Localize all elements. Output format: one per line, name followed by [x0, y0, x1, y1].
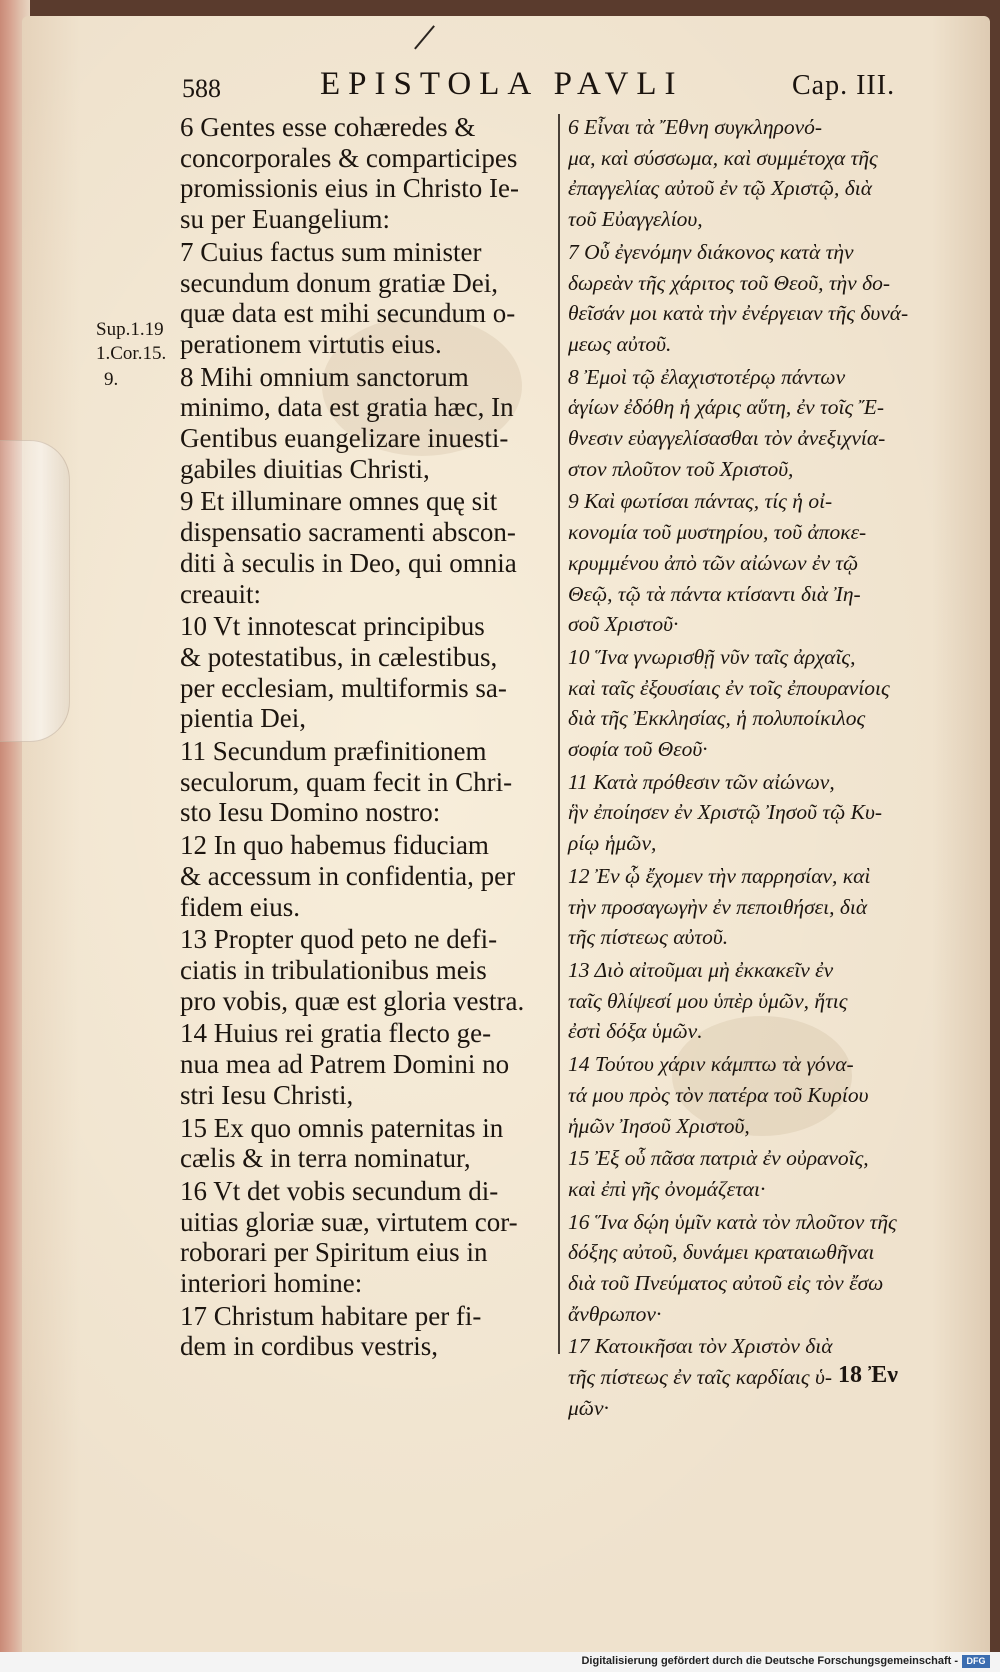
verse-line: ciatis in tribulationibus meis [180, 954, 487, 985]
verse-line: 15 Ex quo omnis paternitas in [180, 1112, 504, 1143]
verse-line: 8 Ἐμοὶ τῷ ἐλαχιστοτέρῳ πάντων [568, 364, 846, 389]
page-number: 588 [182, 74, 221, 103]
margin-note: 9. [104, 369, 119, 390]
verse-line: 7 Cuius factus sum minister [180, 236, 482, 267]
verse-line: τά μου πρὸς τὸν πατέρα τοῦ Κυρίου [568, 1082, 869, 1107]
verse-line: 6 Εἶναι τὰ Ἔθνη συγκληρονό- [568, 115, 823, 139]
verse-line: τοῦ Εὐαγγελίου, [568, 207, 703, 232]
verse-line: cælis & in terra nominatur, [180, 1143, 471, 1174]
verse-line: διὰ τῆς Ἐκκλησίας, ἡ πολυποίκιλος [568, 706, 866, 731]
verse-line: μεως αὐτοῦ. [568, 331, 672, 356]
verse-line: θνεσιν εὐαγγελίσασθαι τὸν ἀνεξιχνία- [568, 426, 886, 451]
verse-block [180, 362, 552, 485]
verse-line: nua mea ad Patrem Domini no [180, 1049, 510, 1080]
running-title: EPISTOLA PAVLI [320, 66, 684, 102]
chapter-label: Cap. III. [792, 70, 896, 101]
verse-block [180, 112, 552, 235]
verse-line: 16 Vt det vobis secundum di- [180, 1175, 499, 1206]
verse-block [180, 237, 552, 360]
verse-line: quæ data est mihi secundum o- [180, 298, 516, 329]
verse-line: roborari per Spiritum eius in [180, 1237, 488, 1268]
verse-line: su per Euangelium: [180, 204, 390, 235]
verse-line: ἣν ἐποίησεν ἐν Χριστῷ Ἰησοῦ τῷ Κυ- [568, 800, 883, 825]
verse-block [180, 1176, 552, 1299]
verse-line: 10 Ἵνα γνωρισθῇ νῦν ταῖς ἀρχαῖς, [568, 644, 856, 669]
verse-block [180, 611, 552, 734]
verse-line: pro vobis, quæ est gloria vestra. [180, 985, 525, 1016]
greek-column [568, 112, 908, 1426]
verse-block [568, 362, 908, 485]
verse-line: δωρεὰν τῆς χάριτος τοῦ Θεοῦ, τὴν δο- [568, 270, 890, 295]
verse-block [568, 112, 908, 235]
verse-line: Gentibus euangelizare inuesti- [180, 423, 509, 454]
verse-line: 11 Κατὰ πρόθεσιν τῶν αἰώνων, [568, 769, 835, 794]
verse-line: 14 Τούτου χάριν κάμπτω τὰ γόνα- [568, 1052, 854, 1077]
verse-line: promissionis eius in Christo Ie- [180, 173, 519, 204]
verse-line: 12 Ἐν ᾧ ἔχομεν τὴν παρρησίαν, καὶ [568, 863, 871, 888]
verse-line: fidem eius. [180, 891, 300, 922]
verse-block [568, 486, 908, 640]
verse-block [568, 237, 908, 360]
verse-line: 10 Vt innotescat principibus [180, 611, 485, 642]
verse-line: minimo, data est gratia hæc, In [180, 392, 514, 423]
verse-line: stri Iesu Christi, [180, 1079, 354, 1110]
verse-line: διὰ τοῦ Πνεύματος αὐτοῦ εἰς τὸν ἔσω [568, 1271, 884, 1296]
verse-line: 17 Κατοικῆσαι τὸν Χριστὸν διὰ [568, 1334, 833, 1359]
verse-line: θεῖσάν μοι κατὰ τὴν ἐνέργειαν τῆς δυνά- [568, 301, 909, 326]
verse-line: 8 Mihi omnium sanctorum [180, 361, 469, 392]
verse-line: Θεῷ, τῷ τὰ πάντα κτίσαντι διὰ Ἰη- [568, 581, 861, 606]
catchword: 18 Ἐν [838, 1362, 898, 1388]
verse-line: στον πλοῦτον τοῦ Χριστοῦ, [568, 456, 794, 481]
verse-block [180, 1113, 552, 1174]
verse-block [568, 861, 908, 953]
verse-line: 15 Ἐξ οὗ πᾶσα πατριὰ ἐν οὐρανοῖς, [568, 1146, 869, 1171]
verse-line: ρίῳ ἡμῶν, [568, 831, 657, 856]
verse-line: 11 Secundum præfinitionem [180, 736, 487, 767]
verse-line: μα, καὶ σύσσωμα, καὶ συμμέτοχα τῆς [568, 145, 878, 170]
verse-line: concorporales & comparticipes [180, 142, 518, 173]
verse-line: gabiles diuitias Christi, [180, 453, 430, 484]
verse-line: 9 Et illuminare omnes quę sit [180, 486, 498, 517]
verse-block [180, 830, 552, 922]
verse-line: dispensatio sacramenti abscon- [180, 517, 516, 548]
verse-line: τὴν προσαγωγὴν ἐν πεποιθήσει, διὰ [568, 894, 868, 919]
verse-line: diti à seculis in Deo, qui omnia [180, 547, 517, 578]
verse-line: δόξης αὐτοῦ, δυνάμει κραταιωθῆναι [568, 1240, 875, 1265]
verse-line: 16 Ἵνα δῴη ὑμῖν κατὰ τὸν πλοῦτον τῆς [568, 1209, 897, 1234]
verse-line: ἐπαγγελίας αὐτοῦ ἐν τῷ Χριστῷ, διὰ [568, 176, 873, 201]
verse-line: 9 Καὶ φωτίσαι πάντας, τίς ἡ οἰ- [568, 489, 833, 514]
verse-line: σοφία τοῦ Θεοῦ· [568, 737, 708, 762]
verse-line: καὶ ταῖς ἐξουσίαις ἐν τοῖς ἐπουρανίοις [568, 675, 890, 700]
verse-block [180, 924, 552, 1016]
verse-line: καὶ ἐπὶ γῆς ὀνομάζεται· [568, 1176, 766, 1201]
verse-line: ἐστὶ δόξα ὑμῶν. [568, 1019, 703, 1044]
verse-block [180, 1301, 552, 1362]
verse-block [568, 955, 908, 1047]
verse-line: κονομία τοῦ μυστηρίου, τοῦ ἀποκε- [568, 520, 867, 545]
verse-line: τῆς πίστεως αὐτοῦ. [568, 925, 729, 950]
verse-line: ταῖς θλίψεσί μου ὑπὲρ ὑμῶν, ἥτις [568, 988, 848, 1013]
verse-line: seculorum, quam fecit in Chri- [180, 766, 513, 797]
verse-line: 7 Οὗ ἐγενόμην διάκονος κατὰ τὴν [568, 239, 854, 264]
verse-line: 17 Christum habitare per fi- [180, 1300, 482, 1331]
latin-column [180, 112, 552, 1364]
verse-line: κρυμμένου ἀπὸ τῶν αἰώνων ἐν τῷ [568, 550, 859, 575]
verse-block [180, 486, 552, 609]
verse-block [568, 1207, 908, 1330]
verse-line: 13 Διὸ αἰτοῦμαι μὴ ἐκκακεῖν ἐν [568, 957, 834, 982]
verse-line: & accessum in confidentia, per [180, 860, 516, 891]
verse-line: μῶν· [568, 1395, 609, 1420]
verse-line: 13 Propter quod peto ne defi- [180, 924, 498, 955]
verse-line: secundum donum gratiæ Dei, [180, 267, 498, 298]
footer-credit: Digitalisierung gefördert durch die Deutsche Forschungsgemeinschaft - [581, 1655, 958, 1667]
verse-line: pientia Dei, [180, 703, 306, 734]
margin-note: 1.Cor.15. [96, 343, 167, 364]
verse-block [180, 1018, 552, 1110]
verse-line: ἁγίων ἐδόθη ἡ χάρις αὕτη, ἐν τοῖς Ἔ- [568, 395, 885, 420]
verse-line: 14 Huius rei gratia flecto ge- [180, 1018, 492, 1049]
column-divider [558, 114, 560, 1354]
verse-line: ἄνθρωπον· [568, 1301, 662, 1326]
verse-line: perationem virtutis eius. [180, 328, 442, 359]
verse-line: uitias gloriæ suæ, virtutem cor- [180, 1206, 518, 1237]
verse-line: interiori homine: [180, 1268, 363, 1299]
verse-block [568, 1049, 908, 1141]
verse-line: σοῦ Χριστοῦ· [568, 612, 679, 637]
verse-line: 12 In quo habemus fiduciam [180, 830, 489, 861]
verse-block [568, 767, 908, 859]
verse-line: ἡμῶν Ἰησοῦ Χριστοῦ, [568, 1113, 750, 1138]
verse-line: per ecclesiam, multiformis sa- [180, 672, 507, 703]
verse-line: 6 Gentes esse cohæredes & [180, 112, 476, 142]
margin-note: Sup.1.19 [96, 319, 164, 340]
verse-block [568, 1143, 908, 1204]
verse-block [180, 736, 552, 828]
verse-line: & potestatibus, in cælestibus, [180, 641, 498, 672]
clasp-overlay [0, 440, 70, 742]
verse-line: sto Iesu Domino nostro: [180, 797, 441, 828]
verse-line: τῆς πίστεως ἐν ταῖς καρδίαις ὑ- [568, 1365, 832, 1390]
dfg-logo: DFG [962, 1655, 990, 1668]
verse-line: dem in cordibus vestris, [180, 1331, 438, 1362]
verse-block [568, 642, 908, 765]
verse-line: creauit: [180, 578, 261, 609]
